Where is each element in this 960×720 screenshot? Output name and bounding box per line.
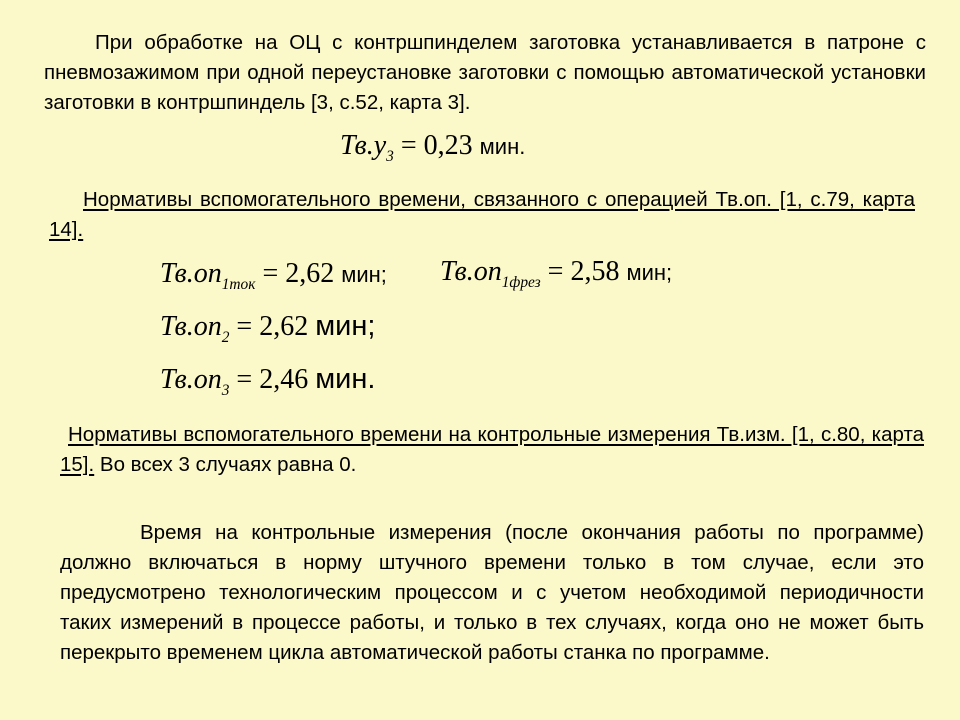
formula-unit: мин. (479, 134, 526, 159)
formula-subscript: 2 (221, 328, 230, 346)
intro-paragraph-text: При обработке на ОЦ с контршпинделем заготовка устанавливается в патроне с пневмозажимом при одной переустановке заготовки с помощью автоматической установки заготовки в контршпиндель [3, с.52, карта 3]. (44, 31, 926, 114)
formula-equals: = (547, 256, 564, 287)
formula-tvu3 (340, 130, 525, 166)
formula-symbol: Тв.оп (160, 311, 222, 342)
formula-symbol: Тв.оп (160, 364, 222, 395)
formula-equals: = (236, 364, 253, 395)
final-paragraph-text: Время на контрольные измерения (после окончания работы по программе) должно включаться в норму штучного времени только в том случае, если это предусмотрено технологическим процессом и с учетом необходимой периодичности таких измерений в процессе работы, и только в тех случаях, когда оно не может быть перекрыто временем цикла автоматической работы станка по программе. (60, 521, 924, 664)
formula-value: 0,23 (423, 130, 473, 161)
formula-symbol: Тв.оп (160, 258, 222, 289)
formula-subscript: 3 (386, 147, 394, 165)
formula-tvop1frez (440, 256, 672, 292)
formula-unit: мин. (315, 363, 376, 395)
formula-unit: мин; (626, 260, 673, 285)
formula-equals: = (400, 130, 417, 161)
formula-unit: мин; (341, 262, 387, 287)
formula-tvop3 (160, 363, 375, 400)
formula-subscript: 1ток (221, 275, 256, 293)
final-paragraph (60, 518, 924, 668)
formula-value: 2,62 (285, 258, 335, 289)
formula-value: 2,62 (259, 311, 309, 342)
formula-symbol: Тв.у (340, 130, 387, 161)
formula-tvop2 (160, 310, 375, 347)
formula-value: 2,46 (259, 364, 309, 395)
formula-subscript: 3 (221, 381, 230, 399)
formula-symbol: Тв.оп (440, 256, 502, 287)
formula-subscript: 1фрез (501, 273, 541, 291)
formula-value: 2,58 (570, 256, 620, 287)
formula-unit: мин; (315, 310, 376, 342)
tvop-heading (49, 185, 915, 245)
intro-paragraph (44, 28, 926, 118)
tvizm-heading-underlined: Нормативы вспомогательного времени на контрольные измерения Тв.изм. [1, с.80, карта 15]. (60, 423, 924, 476)
formula-tvop1tok (160, 258, 387, 294)
tvizm-heading (60, 420, 924, 480)
formula-equals: = (262, 258, 279, 289)
tvop-heading-text: Нормативы вспомогательного времени, связанного с операцией Тв.оп. [1, с.79, карта 14]. (49, 188, 915, 241)
tvizm-heading-rest: Во всех 3 случаях равна 0. (94, 453, 357, 476)
formula-equals: = (236, 311, 253, 342)
